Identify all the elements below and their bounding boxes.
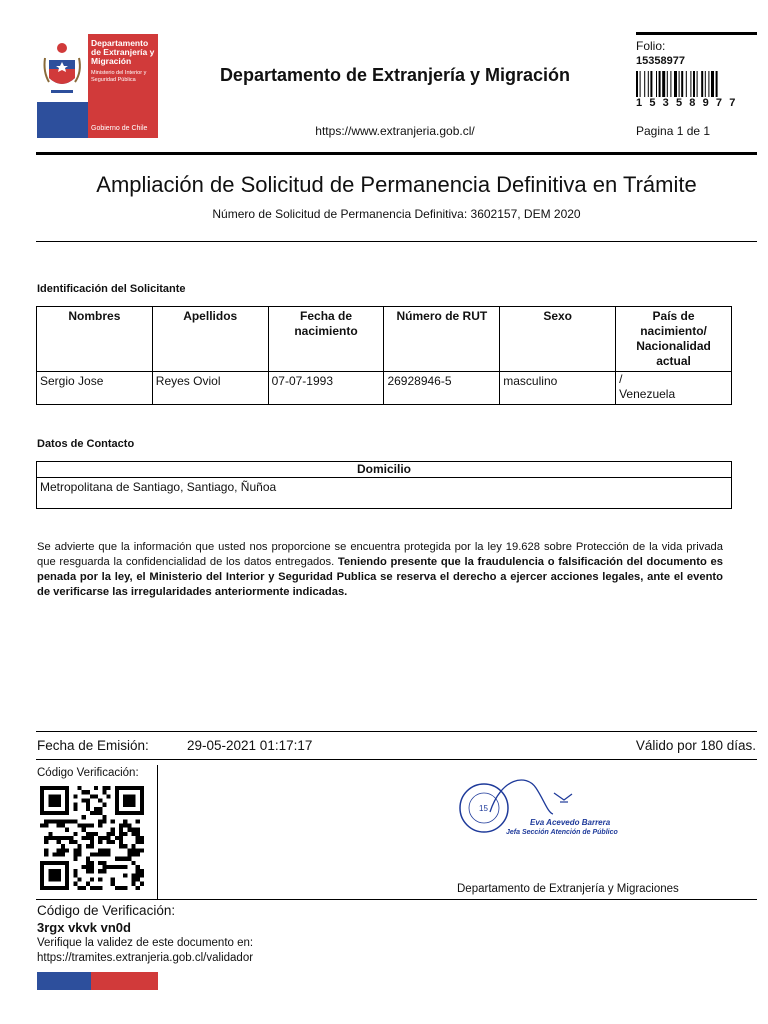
header-title: Departamento de Extranjería y Migración xyxy=(219,65,571,85)
qr-divider xyxy=(157,765,158,899)
verification-code: 3rgx vkvk vn0d xyxy=(37,920,131,935)
cell-nombres: Sergio Jose xyxy=(37,372,153,405)
header-fecha-nacimiento: Fecha de nacimiento xyxy=(268,307,384,372)
header-divider xyxy=(36,152,757,155)
document-title: Ampliación de Solicitud de Permanencia Definitiva en Trámite xyxy=(96,172,697,197)
table-row xyxy=(37,372,732,405)
signing-department: Departamento de Extranjería y Migraciones xyxy=(457,883,679,895)
header-rut: Número de RUT xyxy=(384,307,500,372)
cell-pais xyxy=(616,372,732,405)
header-url-link[interactable]: https://www.extranjeria.gob.cl/ xyxy=(315,124,475,138)
folio-number: 15358977 xyxy=(636,55,685,67)
signer-name: Eva Acevedo Barrera xyxy=(530,818,611,827)
verification-instructions: Verifique la validez de este documento en: xyxy=(37,937,254,949)
barcode-icon xyxy=(636,71,754,97)
emission-top-rule xyxy=(36,731,757,732)
header-sexo: Sexo xyxy=(500,307,616,372)
verification-code-small-label: Código Verificación: xyxy=(37,767,139,779)
footer-rule xyxy=(36,899,757,900)
emission-date: 29-05-2021 01:17:17 xyxy=(187,738,313,753)
cell-domicilio: Metropolitana de Santiago, Santiago, Ñuñoa xyxy=(37,478,732,509)
cell-sexo: masculino xyxy=(500,372,616,405)
header-nombres: Nombres xyxy=(37,307,153,372)
emission-label: Fecha de Emisión: xyxy=(37,738,149,753)
applicant-section-title: Identificación del Solicitante xyxy=(37,283,186,295)
cell-rut: 26928946-5 xyxy=(384,372,500,405)
folio-top-rule xyxy=(636,32,757,35)
contact-table xyxy=(36,461,732,509)
legal-notice-normal: Se advierte que la información que usted nos proporcione se encuentra protegida por la ley 19.628 sobre Protección de la vida privada que resguarda la confidencialidad de los datos entregados. xyxy=(37,541,723,568)
logo-department-text: Departamento de Extranjería y Migración xyxy=(91,38,155,66)
header-apellidos: Apellidos xyxy=(152,307,268,372)
qr-code-icon xyxy=(37,786,147,890)
gobierno-logo xyxy=(37,34,158,138)
validity-text: Válido por 180 días. xyxy=(635,738,756,753)
document-subtitle: Número de Solicitud de Permanencia Definitiva: 3602157, DEM 2020 xyxy=(212,207,581,221)
verification-url-link[interactable]: https://tramites.extranjeria.gob.cl/validador xyxy=(37,952,254,964)
flag-color-bar xyxy=(37,972,158,990)
applicant-table xyxy=(36,306,732,405)
official-stamp-icon xyxy=(456,768,636,850)
cell-pais-line1: / xyxy=(619,372,623,386)
logo-ministry-text: Ministerio del Interior y Seguridad Pública xyxy=(91,70,147,83)
folio-label: Folio: xyxy=(636,39,666,53)
contact-section-title: Datos de Contacto xyxy=(37,438,135,450)
page-indicator: Pagina 1 de 1 xyxy=(636,124,711,138)
title-divider xyxy=(36,241,757,242)
legal-notice-bold: Teniendo presente que la fraudulencia o falsificación del documento es penada por la ley, el Ministerio del Interior y Seguridad Publica se reserva el derecho a ejercer acciones legales, ante el evento de verificarse las irregularidades anteriormente indicadas. xyxy=(37,556,723,598)
table-header-row xyxy=(37,462,732,478)
emission-bottom-rule xyxy=(36,759,757,760)
coat-of-arms-icon xyxy=(41,38,84,98)
logo-government-text: Gobierno de Chile xyxy=(91,125,148,132)
header-domicilio: Domicilio xyxy=(37,462,732,478)
cell-fecha: 07-07-1993 xyxy=(268,372,384,405)
cell-apellidos: Reyes Oviol xyxy=(152,372,268,405)
table-header-row xyxy=(37,307,732,372)
header-pais: País de nacimiento/ Nacionalidad actual xyxy=(616,307,732,372)
signer-role: Jefa Sección Atención de Público xyxy=(506,829,618,836)
table-row xyxy=(37,478,732,509)
verification-code-label: Código de Verificación: xyxy=(37,903,176,918)
stamp-number: 15 xyxy=(479,804,488,813)
cell-pais-line2: Venezuela xyxy=(619,387,676,401)
barcode-digits: 15358977 xyxy=(636,97,743,109)
legal-notice xyxy=(37,540,723,600)
